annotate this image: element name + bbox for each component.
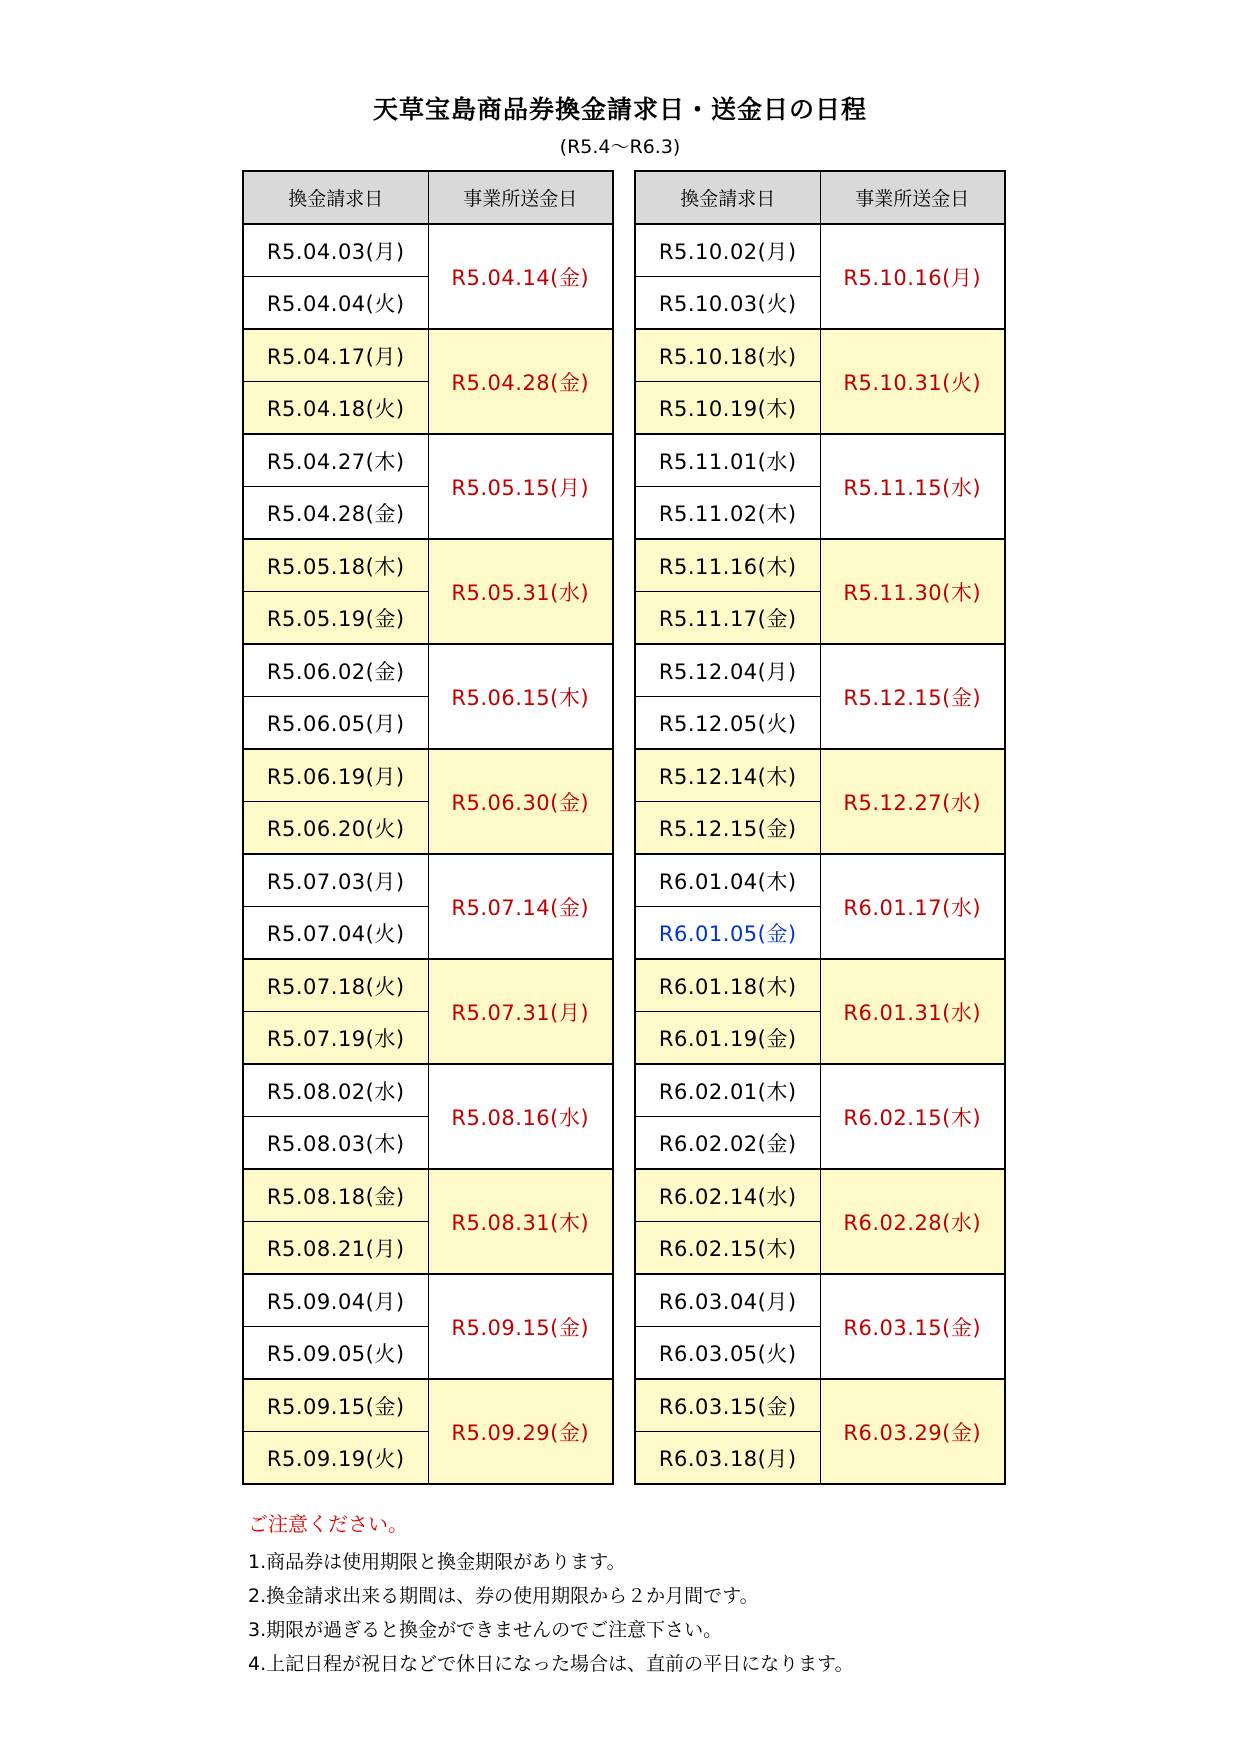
request-date-cell: R5.06.19(月) (243, 749, 428, 802)
column-header-send: 事業所送金日 (820, 171, 1005, 224)
request-date-cell: R5.10.19(木) (635, 382, 820, 435)
notes-section (248, 1508, 1148, 1681)
send-date-cell: R5.11.30(木) (820, 539, 1005, 644)
send-date-cell: R6.01.31(水) (820, 959, 1005, 1064)
send-date-cell: R5.10.16(月) (820, 224, 1005, 329)
column-header-request: 換金請求日 (635, 171, 820, 224)
request-date-cell: R5.07.03(月) (243, 854, 428, 907)
request-date-cell: R5.10.03(火) (635, 277, 820, 330)
send-date-cell: R6.02.28(水) (820, 1169, 1005, 1274)
schedule-group-row (243, 1169, 613, 1222)
send-date-cell: R5.12.15(金) (820, 644, 1005, 749)
request-date-cell: R5.12.15(金) (635, 802, 820, 855)
send-date-cell: R5.07.14(金) (428, 854, 613, 959)
send-date-cell: R5.06.15(木) (428, 644, 613, 749)
request-date-cell: R6.02.15(木) (635, 1222, 820, 1275)
send-date-cell: R5.04.28(金) (428, 329, 613, 434)
schedule-group-row (243, 1064, 613, 1117)
schedule-group-row (243, 539, 613, 592)
schedule-group-row (243, 749, 613, 802)
note-item: 4.上記日程が祝日などで休日になった場合は、直前の平日になります。 (248, 1653, 854, 1675)
send-date-cell: R5.09.29(金) (428, 1379, 613, 1484)
schedule-group-row (635, 1274, 1005, 1327)
send-date-cell: R6.02.15(木) (820, 1064, 1005, 1169)
send-date-cell: R5.12.27(水) (820, 749, 1005, 854)
request-date-cell: R5.04.18(火) (243, 382, 428, 435)
note-item: 2.換金請求出来る期間は、券の使用期限から２か月間です。 (248, 1585, 759, 1607)
column-header-request: 換金請求日 (243, 171, 428, 224)
request-date-cell: R5.04.03(月) (243, 224, 428, 277)
schedule-group-row (243, 224, 613, 277)
request-date-cell: R5.12.05(火) (635, 697, 820, 750)
send-date-cell: R6.03.29(金) (820, 1379, 1005, 1484)
request-date-cell: R6.02.02(金) (635, 1117, 820, 1170)
request-date-cell: R6.01.05(金) (635, 907, 820, 960)
request-date-cell: R5.07.04(火) (243, 907, 428, 960)
request-date-cell: R5.04.04(火) (243, 277, 428, 330)
request-date-cell: R5.07.18(火) (243, 959, 428, 1012)
send-date-cell: R5.09.15(金) (428, 1274, 613, 1379)
schedule-group-row (243, 959, 613, 1012)
schedule-group-row (635, 434, 1005, 487)
request-date-cell: R5.08.03(木) (243, 1117, 428, 1170)
note-item: 1.商品券は使用期限と換金期限があります。 (248, 1551, 626, 1573)
request-date-cell: R6.02.01(木) (635, 1064, 820, 1117)
request-date-cell: R6.03.18(月) (635, 1432, 820, 1485)
request-date-cell: R5.09.05(火) (243, 1327, 428, 1380)
request-date-cell: R6.02.14(水) (635, 1169, 820, 1222)
schedule-group-row (243, 1379, 613, 1432)
send-date-cell: R5.06.30(金) (428, 749, 613, 854)
request-date-cell: R5.11.17(金) (635, 592, 820, 645)
request-date-cell: R5.12.14(木) (635, 749, 820, 802)
schedule-group-row (635, 854, 1005, 907)
schedule-group-row (635, 1169, 1005, 1222)
column-header-send: 事業所送金日 (428, 171, 613, 224)
request-date-cell: R5.05.19(金) (243, 592, 428, 645)
page-title: 天草宝島商品券換金請求日・送金日の日程 (372, 95, 867, 124)
request-date-cell: R5.08.21(月) (243, 1222, 428, 1275)
request-date-cell: R5.04.27(木) (243, 434, 428, 487)
request-date-cell: R5.11.16(木) (635, 539, 820, 592)
request-date-cell: R5.06.05(月) (243, 697, 428, 750)
request-date-cell: R6.01.18(木) (635, 959, 820, 1012)
send-date-cell: R6.03.15(金) (820, 1274, 1005, 1379)
schedule-table-right (634, 170, 1006, 1485)
schedule-body-right (635, 224, 1005, 1484)
request-date-cell: R5.11.02(木) (635, 487, 820, 540)
request-date-cell: R5.04.28(金) (243, 487, 428, 540)
schedule-group-row (635, 959, 1005, 1012)
schedule-group-row (635, 224, 1005, 277)
notes-heading: ご注意ください。 (248, 1512, 408, 1536)
schedule-group-row (635, 644, 1005, 697)
schedule-group-row (635, 1064, 1005, 1117)
send-date-cell: R5.08.31(木) (428, 1169, 613, 1274)
send-date-cell: R5.05.15(月) (428, 434, 613, 539)
request-date-cell: R5.07.19(水) (243, 1012, 428, 1065)
request-date-cell: R6.03.05(火) (635, 1327, 820, 1380)
page-subtitle: (R5.4～R6.3) (559, 136, 681, 158)
send-date-cell: R5.04.14(金) (428, 224, 613, 329)
request-date-cell: R5.09.19(火) (243, 1432, 428, 1485)
schedule-body-left (243, 224, 613, 1484)
request-date-cell: R6.01.19(金) (635, 1012, 820, 1065)
schedule-group-row (243, 644, 613, 697)
schedule-group-row (635, 749, 1005, 802)
request-date-cell: R6.03.04(月) (635, 1274, 820, 1327)
schedule-group-row (243, 329, 613, 382)
request-date-cell: R5.12.04(月) (635, 644, 820, 697)
schedule-group-row (635, 329, 1005, 382)
send-date-cell: R5.05.31(水) (428, 539, 613, 644)
request-date-cell: R5.08.02(水) (243, 1064, 428, 1117)
schedule-group-row (243, 1274, 613, 1327)
schedule-group-row (243, 854, 613, 907)
send-date-cell: R5.08.16(水) (428, 1064, 613, 1169)
request-date-cell: R5.08.18(金) (243, 1169, 428, 1222)
request-date-cell: R5.10.18(水) (635, 329, 820, 382)
request-date-cell: R5.10.02(月) (635, 224, 820, 277)
request-date-cell: R5.09.04(月) (243, 1274, 428, 1327)
schedule-group-row (635, 1379, 1005, 1432)
request-date-cell: R5.11.01(水) (635, 434, 820, 487)
schedule-table-left (242, 170, 614, 1485)
request-date-cell: R5.06.20(火) (243, 802, 428, 855)
request-date-cell: R5.04.17(月) (243, 329, 428, 382)
note-item: 3.期限が過ぎると換金ができませんのでご注意下さい。 (248, 1619, 723, 1641)
send-date-cell: R5.10.31(火) (820, 329, 1005, 434)
send-date-cell: R5.07.31(月) (428, 959, 613, 1064)
request-date-cell: R5.06.02(金) (243, 644, 428, 697)
schedule-group-row (243, 434, 613, 487)
request-date-cell: R5.09.15(金) (243, 1379, 428, 1432)
send-date-cell: R6.01.17(水) (820, 854, 1005, 959)
request-date-cell: R6.01.04(木) (635, 854, 820, 907)
schedule-group-row (635, 539, 1005, 592)
send-date-cell: R5.11.15(水) (820, 434, 1005, 539)
request-date-cell: R5.05.18(木) (243, 539, 428, 592)
request-date-cell: R6.03.15(金) (635, 1379, 820, 1432)
